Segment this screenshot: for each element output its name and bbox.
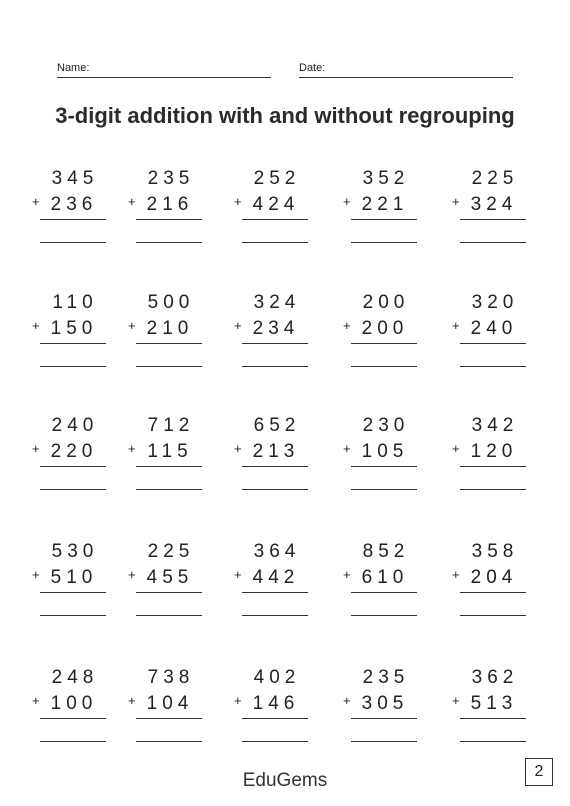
addition-problem xyxy=(128,667,208,747)
addition-problem xyxy=(234,667,314,747)
addition-problem xyxy=(343,667,423,747)
addend-bottom: 324 xyxy=(470,194,518,215)
sum-line xyxy=(460,219,526,220)
plus-sign: + xyxy=(452,318,460,333)
plus-sign: + xyxy=(234,693,242,708)
worksheet-title: 3-digit addition with and without regrouping xyxy=(55,103,515,128)
addition-problem xyxy=(234,168,314,248)
addition-problem xyxy=(32,667,112,747)
answer-line[interactable] xyxy=(242,741,308,742)
sum-line xyxy=(136,592,202,593)
sum-line xyxy=(136,219,202,220)
answer-line[interactable] xyxy=(460,489,526,490)
addend-top: 324 xyxy=(253,292,301,313)
sum-line xyxy=(242,466,308,467)
answer-line[interactable] xyxy=(136,489,202,490)
addend-top: 362 xyxy=(471,667,519,688)
plus-sign: + xyxy=(234,441,242,456)
addend-top: 230 xyxy=(362,415,410,436)
addend-top: 402 xyxy=(253,667,301,688)
addition-problem xyxy=(343,292,423,372)
addend-top: 358 xyxy=(471,541,519,562)
addition-problem xyxy=(32,541,112,621)
sum-line xyxy=(351,219,417,220)
addition-problem xyxy=(234,292,314,372)
plus-sign: + xyxy=(32,441,40,456)
plus-sign: + xyxy=(343,693,351,708)
addend-top: 364 xyxy=(253,541,301,562)
addend-top: 738 xyxy=(147,667,195,688)
sum-line xyxy=(40,718,106,719)
sum-line xyxy=(460,343,526,344)
addend-bottom: 234 xyxy=(252,318,300,339)
plus-sign: + xyxy=(32,693,40,708)
plus-sign: + xyxy=(343,318,351,333)
addend-top: 712 xyxy=(147,415,195,436)
addend-bottom: 510 xyxy=(50,567,98,588)
answer-line[interactable] xyxy=(242,489,308,490)
addition-problem xyxy=(343,415,423,495)
addition-problem xyxy=(128,292,208,372)
addend-bottom: 210 xyxy=(146,318,194,339)
addition-problem xyxy=(452,292,532,372)
answer-line[interactable] xyxy=(351,741,417,742)
sum-line xyxy=(242,718,308,719)
addend-top: 110 xyxy=(52,292,98,313)
plus-sign: + xyxy=(234,318,242,333)
name-label: Name: xyxy=(57,62,90,74)
addend-bottom: 305 xyxy=(361,693,409,714)
sum-line xyxy=(242,219,308,220)
answer-line[interactable] xyxy=(40,366,106,367)
plus-sign: + xyxy=(128,441,136,456)
addend-bottom: 236 xyxy=(50,194,98,215)
sum-line xyxy=(136,718,202,719)
sum-line xyxy=(40,219,106,220)
addition-problem xyxy=(343,168,423,248)
plus-sign: + xyxy=(452,567,460,582)
addend-bottom: 146 xyxy=(252,693,300,714)
addition-problem xyxy=(32,292,112,372)
addend-top: 200 xyxy=(362,292,410,313)
plus-sign: + xyxy=(452,441,460,456)
plus-sign: + xyxy=(343,194,351,209)
plus-sign: + xyxy=(234,567,242,582)
sum-line xyxy=(460,718,526,719)
answer-line[interactable] xyxy=(460,615,526,616)
addend-bottom: 104 xyxy=(146,693,194,714)
sum-line xyxy=(351,466,417,467)
answer-line[interactable] xyxy=(136,366,202,367)
page-number: 2 xyxy=(525,758,553,786)
addend-bottom: 100 xyxy=(50,693,98,714)
addend-bottom: 424 xyxy=(252,194,300,215)
answer-line[interactable] xyxy=(242,615,308,616)
addend-top: 342 xyxy=(471,415,519,436)
addend-top: 252 xyxy=(253,168,301,189)
sum-line xyxy=(242,592,308,593)
addition-problem xyxy=(452,667,532,747)
answer-line[interactable] xyxy=(460,741,526,742)
sum-line xyxy=(40,466,106,467)
plus-sign: + xyxy=(128,693,136,708)
answer-line[interactable] xyxy=(40,242,106,243)
addition-problem xyxy=(452,541,532,621)
addition-problem xyxy=(128,168,208,248)
addend-top: 225 xyxy=(147,541,195,562)
addend-bottom: 115 xyxy=(147,441,193,462)
addend-top: 248 xyxy=(51,667,99,688)
addend-bottom: 150 xyxy=(50,318,98,339)
sum-line xyxy=(351,592,417,593)
brand-name: EduGems xyxy=(242,770,328,791)
addend-bottom: 216 xyxy=(146,194,194,215)
addend-top: 225 xyxy=(471,168,519,189)
plus-sign: + xyxy=(452,693,460,708)
addition-problem xyxy=(32,415,112,495)
plus-sign: + xyxy=(128,567,136,582)
answer-line[interactable] xyxy=(242,366,308,367)
answer-line[interactable] xyxy=(351,366,417,367)
addend-top: 235 xyxy=(147,168,195,189)
plus-sign: + xyxy=(343,567,351,582)
addend-top: 320 xyxy=(471,292,519,313)
addition-problem xyxy=(452,168,532,248)
plus-sign: + xyxy=(128,194,136,209)
addend-bottom: 204 xyxy=(470,567,518,588)
addend-bottom: 120 xyxy=(470,441,518,462)
addition-problem xyxy=(128,415,208,495)
answer-line[interactable] xyxy=(460,242,526,243)
addend-top: 500 xyxy=(147,292,195,313)
answer-line[interactable] xyxy=(40,741,106,742)
sum-line xyxy=(351,718,417,719)
addition-problem xyxy=(452,415,532,495)
addend-bottom: 213 xyxy=(252,441,300,462)
sum-line xyxy=(136,343,202,344)
sum-line xyxy=(460,592,526,593)
addend-bottom: 220 xyxy=(50,441,98,462)
sum-line xyxy=(136,466,202,467)
addend-bottom: 200 xyxy=(361,318,409,339)
sum-line xyxy=(351,343,417,344)
addend-bottom: 105 xyxy=(361,441,409,462)
addend-bottom: 513 xyxy=(470,693,518,714)
answer-line[interactable] xyxy=(351,615,417,616)
addition-problem xyxy=(234,415,314,495)
answer-line[interactable] xyxy=(242,242,308,243)
addend-top: 652 xyxy=(253,415,301,436)
plus-sign: + xyxy=(343,441,351,456)
answer-line[interactable] xyxy=(136,741,202,742)
sum-line xyxy=(40,343,106,344)
date-label: Date: xyxy=(299,62,326,74)
answer-line[interactable] xyxy=(40,489,106,490)
addend-top: 235 xyxy=(362,667,410,688)
addend-top: 352 xyxy=(362,168,410,189)
plus-sign: + xyxy=(32,567,40,582)
addend-top: 852 xyxy=(362,541,410,562)
answer-line[interactable] xyxy=(136,242,202,243)
addition-problem xyxy=(32,168,112,248)
addition-problem xyxy=(128,541,208,621)
plus-sign: + xyxy=(128,318,136,333)
addend-bottom: 221 xyxy=(361,194,409,215)
plus-sign: + xyxy=(32,318,40,333)
answer-line[interactable] xyxy=(460,366,526,367)
answer-line[interactable] xyxy=(136,615,202,616)
addend-bottom: 610 xyxy=(361,567,409,588)
answer-line[interactable] xyxy=(40,615,106,616)
plus-sign: + xyxy=(452,194,460,209)
sum-line xyxy=(460,466,526,467)
plus-sign: + xyxy=(234,194,242,209)
addend-top: 530 xyxy=(51,541,99,562)
addend-bottom: 442 xyxy=(252,567,300,588)
plus-sign: + xyxy=(32,194,40,209)
sum-line xyxy=(40,592,106,593)
addend-top: 345 xyxy=(51,168,99,189)
addition-problem xyxy=(343,541,423,621)
addend-bottom: 240 xyxy=(470,318,518,339)
addend-top: 240 xyxy=(51,415,99,436)
answer-line[interactable] xyxy=(351,242,417,243)
addend-bottom: 455 xyxy=(146,567,194,588)
addition-problem xyxy=(234,541,314,621)
sum-line xyxy=(242,343,308,344)
answer-line[interactable] xyxy=(351,489,417,490)
